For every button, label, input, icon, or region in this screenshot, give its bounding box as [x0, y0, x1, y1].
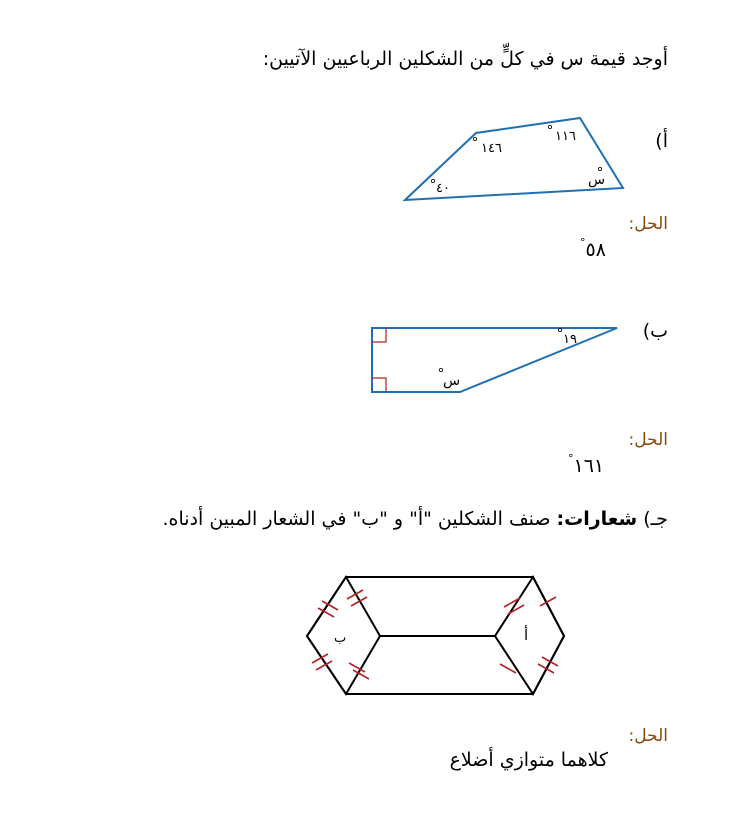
- part-a-label: أ): [655, 130, 668, 152]
- part-b-answer-value: ١٦١: [573, 455, 605, 477]
- part-a-angle-116: ١١٦: [555, 129, 576, 144]
- part-c-answer: كلاهما متوازي أضلاع: [449, 749, 608, 771]
- part-b-solution-label: الحل:: [628, 430, 668, 450]
- part-a-answer-value: ٥٨: [585, 239, 606, 261]
- part-c-label: جـ): [643, 508, 668, 530]
- part-c-text: صنف الشكلين "أ" و "ب" في الشعار المبين أدناه.: [162, 508, 551, 530]
- shape-a-label: أ: [524, 626, 529, 644]
- question-title: أوجد قيمة س في كلٍّ من الشكلين الرباعيين الآتيين:: [262, 48, 668, 70]
- degree-sign: °: [568, 452, 574, 465]
- part-a-angle-146: ١٤٦: [481, 141, 502, 156]
- part-b-angle-x: س: [443, 373, 461, 389]
- part-c-bold-word: شعارات:: [556, 508, 638, 530]
- part-c-solution-label: الحل:: [628, 726, 668, 746]
- part-a-angle-40: ٤٠: [436, 181, 450, 196]
- part-b-label: ب): [642, 320, 668, 342]
- shape-a: [495, 577, 564, 694]
- shape-b-label: ب: [334, 631, 347, 646]
- congruence-marks: [312, 590, 558, 679]
- degree-sign: °: [580, 236, 586, 249]
- part-b-angle-19: ١٩: [563, 332, 577, 347]
- part-a-angle-x: س: [588, 172, 606, 188]
- part-a-solution-label: الحل:: [628, 214, 668, 234]
